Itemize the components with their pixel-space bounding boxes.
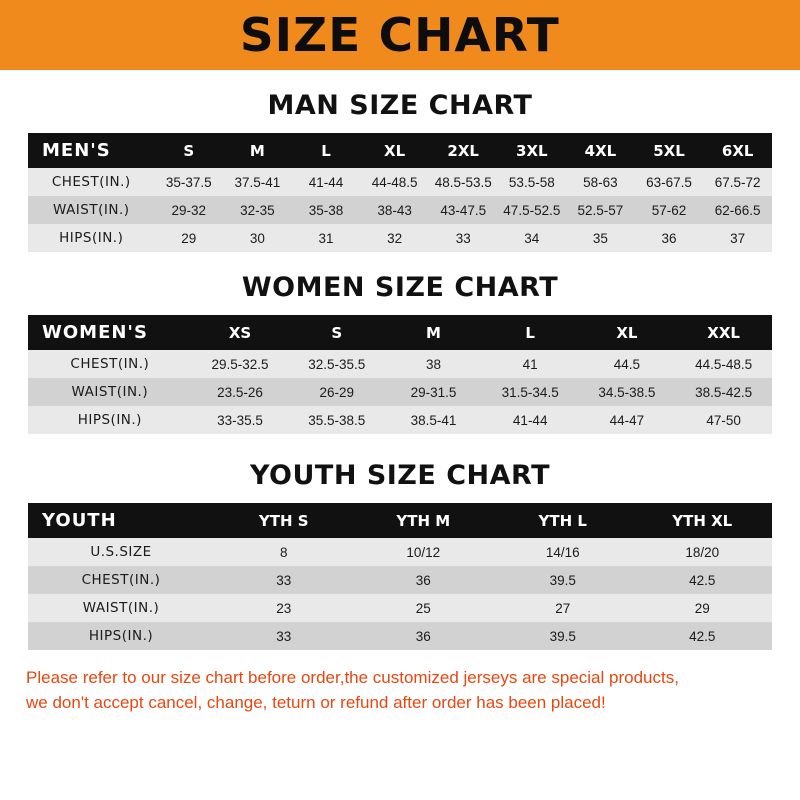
cell: 52.5-57 — [577, 202, 624, 218]
footer-note — [0, 666, 800, 715]
cell: 67.5-72 — [714, 174, 761, 190]
cell: 35-37.5 — [165, 174, 212, 190]
man-header-cell: 6XL — [721, 141, 754, 160]
women-size-table — [28, 315, 772, 434]
women-header-cell: L — [525, 323, 535, 342]
cell: 38.5-42.5 — [695, 384, 753, 400]
cell: 35.5-38.5 — [308, 412, 366, 428]
cell: 38.5-41 — [410, 412, 457, 428]
cell: 62-66.5 — [714, 202, 761, 218]
man-section-title: MAN SIZE CHART — [267, 90, 533, 121]
table-row — [28, 622, 772, 650]
cell: 18/20 — [685, 544, 720, 560]
women-header-cell: XL — [616, 323, 638, 342]
table-row — [28, 224, 772, 252]
women-size-table-wrap — [0, 315, 800, 434]
header-banner — [0, 0, 800, 70]
cell: 53.5-58 — [508, 174, 555, 190]
table-row — [28, 566, 772, 594]
man-header-cell: 5XL — [653, 141, 685, 160]
man-size-table — [28, 133, 772, 252]
row-label: HIPS(IN.) — [77, 412, 142, 428]
cell: 48.5-53.5 — [434, 174, 492, 190]
cell: 35 — [592, 230, 608, 246]
cell: 47.5-52.5 — [503, 202, 561, 218]
cell: 27 — [555, 600, 571, 616]
man-header-cell: S — [183, 141, 195, 160]
youth-size-table — [28, 503, 772, 650]
youth-section-title: YOUTH SIZE CHART — [249, 460, 551, 491]
women-table-header — [28, 315, 772, 350]
footer-note-line-2: we don't accept cancel, change, teturn or refund after order has been placed! — [26, 692, 606, 712]
cell: 44.5-48.5 — [695, 356, 753, 372]
row-label: CHEST(IN.) — [81, 572, 161, 588]
cell: 37 — [730, 230, 746, 246]
cell: 63-67.5 — [646, 174, 692, 190]
table-row — [28, 538, 772, 566]
row-label: WAIST(IN.) — [71, 384, 149, 400]
cell: 43-47.5 — [440, 202, 487, 218]
cell: 31.5-34.5 — [501, 384, 559, 400]
cell: 36 — [415, 628, 431, 644]
cell: 36 — [661, 230, 677, 246]
row-label: HIPS(IN.) — [88, 628, 154, 644]
table-row — [28, 196, 772, 224]
cell: 29-31.5 — [410, 384, 457, 400]
cell: 29 — [181, 230, 197, 246]
table-row — [28, 594, 772, 622]
cell: 44-47 — [609, 412, 645, 428]
cell: 42.5 — [689, 628, 716, 644]
man-header-cell: 4XL — [584, 141, 617, 160]
cell: 36 — [415, 572, 431, 588]
man-table-header — [28, 133, 772, 168]
cell: 58-63 — [583, 174, 618, 190]
women-header-cell: WOMEN'S — [42, 322, 148, 343]
cell: 33 — [455, 230, 471, 246]
women-section-title: WOMEN SIZE CHART — [241, 272, 559, 303]
cell: 38-43 — [377, 202, 412, 218]
man-header-cell: L — [321, 141, 331, 160]
row-label: U.S.SIZE — [90, 544, 152, 560]
man-header-cell: MEN'S — [42, 140, 111, 161]
man-header-cell: M — [249, 141, 265, 160]
women-header-cell: M — [426, 323, 441, 342]
women-header-cell: XS — [228, 323, 252, 342]
table-row — [28, 406, 772, 434]
cell: 25 — [415, 600, 431, 616]
cell: 14/16 — [545, 544, 580, 560]
row-label: HIPS(IN.) — [59, 230, 124, 246]
cell: 31 — [318, 230, 334, 246]
man-header-cell: 3XL — [516, 141, 548, 160]
table-row — [28, 350, 772, 378]
youth-header-cell: YOUTH — [42, 510, 117, 531]
youth-size-table-wrap — [0, 503, 800, 650]
cell: 8 — [279, 544, 288, 560]
table-row — [28, 168, 772, 196]
youth-header-cell: YTH L — [538, 511, 587, 530]
cell: 29-32 — [171, 202, 207, 218]
cell: 23.5-26 — [217, 384, 263, 400]
cell: 33 — [276, 572, 292, 588]
cell: 29 — [694, 600, 710, 616]
cell: 42.5 — [689, 572, 716, 588]
cell: 37.5-41 — [234, 174, 281, 190]
women-header-cell: XXL — [707, 323, 740, 342]
women-header-cell: S — [331, 323, 343, 342]
cell: 47-50 — [706, 412, 741, 428]
footer-note-line-1: Please refer to our size chart before order,the customized jerseys are special products, — [26, 668, 679, 687]
youth-header-cell: YTH XL — [672, 511, 733, 530]
row-label: CHEST(IN.) — [70, 356, 150, 372]
cell: 41-44 — [308, 174, 344, 190]
cell: 30 — [249, 230, 265, 246]
cell: 41 — [522, 356, 538, 372]
cell: 57-62 — [651, 202, 687, 218]
cell: 34 — [524, 230, 540, 246]
table-row — [28, 378, 772, 406]
cell: 33-35.5 — [217, 412, 263, 428]
row-label: WAIST(IN.) — [52, 202, 130, 218]
cell: 23 — [276, 600, 292, 616]
cell: 32.5-35.5 — [308, 356, 366, 372]
cell: 35-38 — [308, 202, 344, 218]
cell: 33 — [276, 628, 292, 644]
cell: 10/12 — [406, 544, 441, 560]
cell: 32 — [387, 230, 403, 246]
cell: 44-48.5 — [371, 174, 418, 190]
youth-table-header — [28, 503, 772, 538]
cell: 32-35 — [240, 202, 275, 218]
page-title: SIZE CHART — [240, 8, 560, 62]
cell: 26-29 — [319, 384, 355, 400]
cell: 41-44 — [512, 412, 548, 428]
row-label: CHEST(IN.) — [51, 174, 131, 190]
cell: 29.5-32.5 — [211, 356, 269, 372]
cell: 39.5 — [549, 572, 576, 588]
man-header-cell: 2XL — [447, 141, 479, 160]
cell: 44.5 — [613, 356, 641, 372]
youth-header-cell: YTH M — [396, 511, 451, 530]
row-label: WAIST(IN.) — [82, 600, 160, 616]
youth-header-cell: YTH S — [258, 511, 309, 530]
man-header-cell: XL — [384, 141, 406, 160]
man-size-table-wrap — [0, 133, 800, 252]
cell: 34.5-38.5 — [598, 384, 656, 400]
cell: 38 — [425, 356, 441, 372]
cell: 39.5 — [549, 628, 576, 644]
